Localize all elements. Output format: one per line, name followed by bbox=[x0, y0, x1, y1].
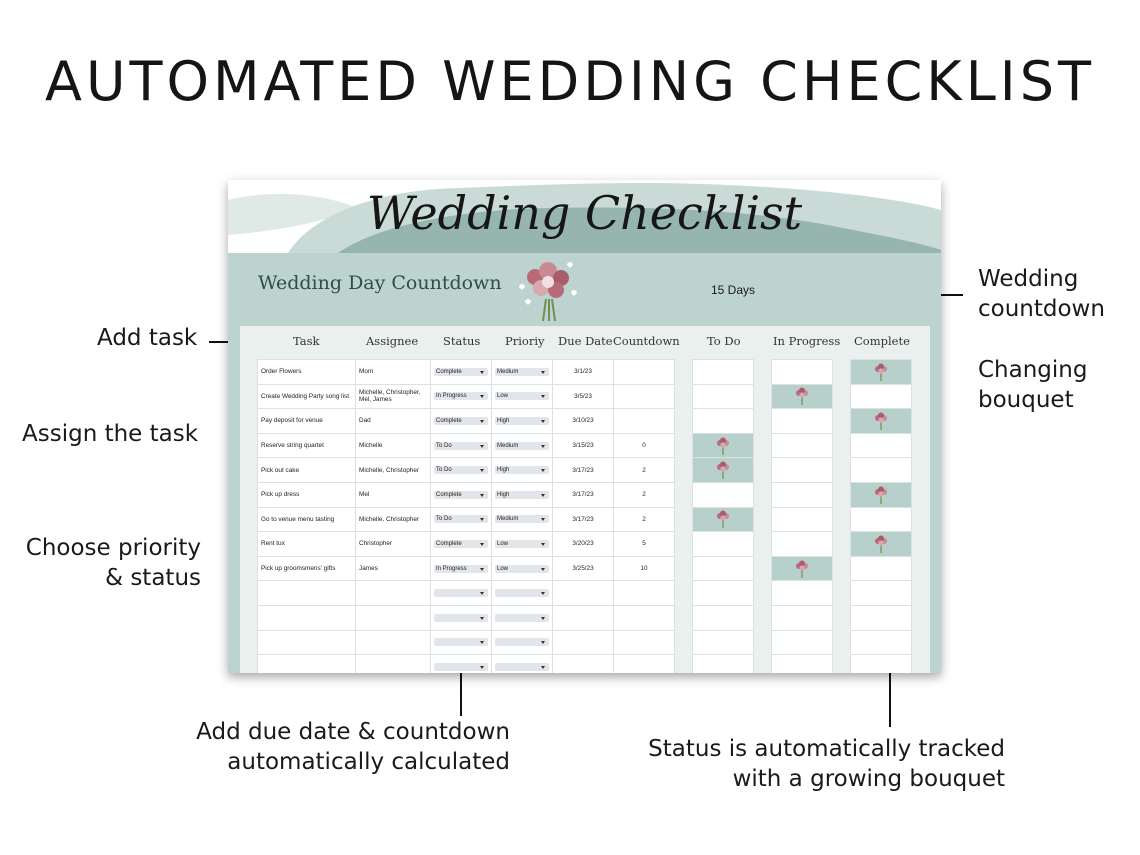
task-cell[interactable]: Pay deposit for venue bbox=[258, 409, 356, 434]
status-cell-marker bbox=[693, 556, 754, 581]
assignee-cell[interactable]: Mel bbox=[356, 482, 431, 507]
table-row bbox=[258, 581, 675, 606]
priority-dropdown[interactable]: High bbox=[495, 491, 549, 499]
task-cell[interactable] bbox=[258, 630, 356, 655]
status-dropdown[interactable] bbox=[434, 614, 488, 622]
due-date-cell[interactable]: 3/15/23 bbox=[553, 433, 614, 458]
header-complete: Complete bbox=[854, 334, 910, 348]
status-cell-marker bbox=[851, 630, 912, 655]
status-cell-marker bbox=[772, 482, 833, 507]
priority-cell[interactable] bbox=[492, 556, 553, 581]
status-cell[interactable] bbox=[431, 384, 492, 409]
task-cell[interactable]: Pick up groomsmens' gifts bbox=[258, 556, 356, 581]
banner bbox=[228, 180, 941, 253]
header-in-progress: In Progress bbox=[773, 334, 841, 348]
status-row bbox=[772, 655, 833, 673]
status-cell-marker bbox=[772, 630, 833, 655]
assignee-cell[interactable] bbox=[356, 655, 431, 673]
status-row bbox=[693, 507, 754, 532]
status-cell[interactable] bbox=[431, 458, 492, 483]
page-title: AUTOMATED WEDDING CHECKLIST bbox=[45, 50, 1095, 113]
status-row bbox=[693, 581, 754, 606]
status-row bbox=[693, 433, 754, 458]
status-row bbox=[693, 605, 754, 630]
task-cell[interactable]: Pick up dress bbox=[258, 482, 356, 507]
status-cell-marker bbox=[851, 384, 912, 409]
status-row bbox=[693, 556, 754, 581]
status-cell[interactable] bbox=[431, 507, 492, 532]
status-cell-marker bbox=[693, 384, 754, 409]
table-row bbox=[258, 556, 675, 581]
countdown-cell: 2 bbox=[614, 482, 675, 507]
countdown-cell bbox=[614, 409, 675, 434]
priority-dropdown[interactable]: High bbox=[495, 417, 549, 425]
table-row bbox=[258, 458, 675, 483]
task-cell[interactable] bbox=[258, 655, 356, 673]
annotation-line: bouquet bbox=[978, 387, 1074, 413]
countdown-cell bbox=[614, 581, 675, 606]
status-row bbox=[772, 532, 833, 557]
priority-cell[interactable] bbox=[492, 433, 553, 458]
header-status: Status bbox=[443, 334, 481, 348]
assignee-cell[interactable]: Michelle, Christopher bbox=[356, 507, 431, 532]
annotation-wedding-countdown bbox=[978, 264, 1105, 324]
status-cell[interactable] bbox=[431, 605, 492, 630]
status-row bbox=[772, 556, 833, 581]
countdown-cell bbox=[614, 360, 675, 385]
assignee-cell[interactable]: Michelle bbox=[356, 433, 431, 458]
status-row bbox=[851, 384, 912, 409]
status-cell-marker bbox=[851, 532, 912, 557]
status-cell-marker bbox=[851, 655, 912, 673]
table-row bbox=[258, 532, 675, 557]
status-row bbox=[693, 630, 754, 655]
spreadsheet-preview bbox=[228, 180, 941, 673]
status-row bbox=[851, 630, 912, 655]
due-date-cell[interactable]: 3/1/23 bbox=[553, 360, 614, 385]
status-cell-marker bbox=[851, 605, 912, 630]
status-row bbox=[693, 482, 754, 507]
due-date-cell[interactable] bbox=[553, 581, 614, 606]
header-todo: To Do bbox=[707, 334, 741, 348]
status-cell[interactable] bbox=[431, 630, 492, 655]
priority-dropdown[interactable] bbox=[495, 638, 549, 646]
status-cell[interactable] bbox=[431, 360, 492, 385]
status-cell-marker bbox=[693, 360, 754, 385]
status-row bbox=[772, 507, 833, 532]
status-cell-marker bbox=[772, 605, 833, 630]
task-cell[interactable]: Go to venue menu tasting bbox=[258, 507, 356, 532]
countdown-cell bbox=[614, 655, 675, 673]
status-cell-marker bbox=[693, 433, 754, 458]
annotation-line: Changing bbox=[978, 357, 1088, 383]
annotation-changing-bouquet bbox=[978, 355, 1087, 415]
status-row bbox=[851, 458, 912, 483]
task-cell[interactable]: Reserve string quartet bbox=[258, 433, 356, 458]
countdown-cell: 10 bbox=[614, 556, 675, 581]
status-row bbox=[851, 605, 912, 630]
priority-cell[interactable] bbox=[492, 532, 553, 557]
assignee-cell[interactable] bbox=[356, 630, 431, 655]
status-dropdown[interactable]: To Do bbox=[434, 442, 488, 450]
status-cell-marker bbox=[851, 581, 912, 606]
assignee-cell[interactable] bbox=[356, 605, 431, 630]
status-row bbox=[772, 630, 833, 655]
status-row bbox=[772, 384, 833, 409]
status-row bbox=[851, 482, 912, 507]
status-row bbox=[693, 532, 754, 557]
assignee-cell[interactable]: James bbox=[356, 556, 431, 581]
task-cell[interactable]: Rent tux bbox=[258, 532, 356, 557]
countdown-label: Wedding Day Countdown bbox=[258, 272, 502, 294]
countdown-cell: 2 bbox=[614, 507, 675, 532]
countdown-cell: 5 bbox=[614, 532, 675, 557]
annotation-choose-priority bbox=[10, 533, 201, 593]
status-cell[interactable] bbox=[431, 532, 492, 557]
annotation-line: Wedding bbox=[978, 266, 1079, 292]
priority-cell[interactable] bbox=[492, 360, 553, 385]
annotation-line: Choose priority bbox=[25, 535, 201, 561]
status-cell[interactable] bbox=[431, 581, 492, 606]
task-cell[interactable] bbox=[258, 581, 356, 606]
due-date-cell[interactable]: 3/17/23 bbox=[553, 458, 614, 483]
rose-icon bbox=[794, 387, 810, 405]
status-dropdown[interactable] bbox=[434, 663, 488, 671]
status-dropdown[interactable]: In Progress bbox=[434, 565, 488, 573]
in-progress-bouquet-column bbox=[771, 359, 833, 673]
banner-title: Wedding Checklist bbox=[366, 186, 803, 240]
status-cell-marker bbox=[772, 384, 833, 409]
header-countdown: Countdown bbox=[613, 334, 680, 348]
assignee-cell[interactable]: Michelle, Christopher bbox=[356, 458, 431, 483]
rose-icon bbox=[873, 412, 889, 430]
priority-dropdown[interactable]: High bbox=[495, 466, 549, 474]
rose-icon bbox=[794, 560, 810, 578]
rose-icon bbox=[873, 363, 889, 381]
status-cell-marker bbox=[772, 409, 833, 434]
annotation-add-task: Add task bbox=[97, 325, 198, 351]
status-cell-marker bbox=[851, 482, 912, 507]
priority-dropdown[interactable]: Low bbox=[495, 392, 549, 400]
status-row bbox=[851, 581, 912, 606]
due-date-cell[interactable] bbox=[553, 630, 614, 655]
assignee-cell[interactable]: Mom bbox=[356, 360, 431, 385]
status-cell-marker bbox=[851, 507, 912, 532]
rose-icon bbox=[715, 437, 731, 455]
status-cell-marker bbox=[772, 458, 833, 483]
countdown-cell bbox=[614, 384, 675, 409]
status-dropdown[interactable]: Complete bbox=[434, 417, 488, 425]
due-date-cell[interactable] bbox=[553, 605, 614, 630]
priority-cell[interactable] bbox=[492, 581, 553, 606]
status-dropdown[interactable]: Complete bbox=[434, 491, 488, 499]
status-cell-marker bbox=[851, 458, 912, 483]
status-cell-marker bbox=[772, 655, 833, 673]
status-cell-marker bbox=[851, 360, 912, 385]
status-row bbox=[693, 655, 754, 673]
annotation-line: & status bbox=[105, 565, 201, 591]
status-dropdown[interactable]: To Do bbox=[434, 466, 488, 474]
countdown-cell bbox=[614, 630, 675, 655]
priority-cell[interactable] bbox=[492, 458, 553, 483]
status-cell-marker bbox=[851, 433, 912, 458]
status-row bbox=[851, 556, 912, 581]
status-cell-marker bbox=[772, 433, 833, 458]
status-dropdown[interactable]: To Do bbox=[434, 515, 488, 523]
priority-dropdown[interactable]: Medium bbox=[495, 442, 549, 450]
status-cell[interactable] bbox=[431, 482, 492, 507]
header-task: Task bbox=[293, 334, 320, 348]
assignee-cell[interactable]: Michelle, Christopher, Mel, James bbox=[356, 384, 431, 409]
priority-cell[interactable] bbox=[492, 605, 553, 630]
status-dropdown[interactable]: Complete bbox=[434, 540, 488, 548]
table-row bbox=[258, 409, 675, 434]
table-row bbox=[258, 630, 675, 655]
status-cell-marker bbox=[693, 655, 754, 673]
due-date-cell[interactable]: 3/25/23 bbox=[553, 556, 614, 581]
assignee-cell[interactable]: Christopher bbox=[356, 532, 431, 557]
status-cell-marker bbox=[772, 556, 833, 581]
status-cell-marker bbox=[772, 360, 833, 385]
status-dropdown[interactable] bbox=[434, 589, 488, 597]
status-dropdown[interactable] bbox=[434, 638, 488, 646]
table-row bbox=[258, 655, 675, 673]
status-row bbox=[772, 482, 833, 507]
status-row bbox=[693, 360, 754, 385]
priority-cell[interactable] bbox=[492, 384, 553, 409]
task-cell[interactable]: Pick out cake bbox=[258, 458, 356, 483]
status-cell-marker bbox=[693, 458, 754, 483]
priority-cell[interactable] bbox=[492, 507, 553, 532]
due-date-cell[interactable]: 3/20/23 bbox=[553, 532, 614, 557]
status-row bbox=[851, 409, 912, 434]
annotation-line: countdown bbox=[978, 296, 1105, 322]
rose-icon bbox=[715, 461, 731, 479]
todo-bouquet-column bbox=[692, 359, 754, 673]
priority-dropdown[interactable] bbox=[495, 589, 549, 597]
status-dropdown[interactable]: In Progress bbox=[434, 392, 488, 400]
status-cell-marker bbox=[693, 507, 754, 532]
status-row bbox=[772, 581, 833, 606]
status-row bbox=[772, 360, 833, 385]
countdown-cell: 0 bbox=[614, 433, 675, 458]
table-row bbox=[258, 507, 675, 532]
status-row bbox=[851, 507, 912, 532]
table-row bbox=[258, 482, 675, 507]
header-priority: Prioriy bbox=[505, 334, 545, 348]
checklist-panel bbox=[240, 326, 930, 673]
status-row bbox=[772, 409, 833, 434]
due-date-cell[interactable]: 3/5/23 bbox=[553, 384, 614, 409]
status-cell[interactable] bbox=[431, 556, 492, 581]
status-cell-marker bbox=[851, 409, 912, 434]
priority-dropdown[interactable]: Medium bbox=[495, 368, 549, 376]
priority-cell[interactable] bbox=[492, 482, 553, 507]
header-assignee: Assignee bbox=[366, 334, 419, 348]
status-row bbox=[772, 605, 833, 630]
rose-icon bbox=[873, 486, 889, 504]
annotation-line: automatically calculated bbox=[227, 749, 510, 775]
table-row bbox=[258, 433, 675, 458]
assignee-cell[interactable] bbox=[356, 581, 431, 606]
status-cell-marker bbox=[693, 482, 754, 507]
status-cell-marker bbox=[693, 605, 754, 630]
status-row bbox=[851, 360, 912, 385]
status-cell-marker bbox=[693, 532, 754, 557]
due-date-cell[interactable] bbox=[553, 655, 614, 673]
priority-cell[interactable] bbox=[492, 655, 553, 673]
priority-cell[interactable] bbox=[492, 409, 553, 434]
countdown-value: 15 Days bbox=[711, 283, 756, 297]
status-dropdown[interactable]: Complete bbox=[434, 368, 488, 376]
status-cell[interactable] bbox=[431, 409, 492, 434]
table-row bbox=[258, 360, 675, 385]
status-cell-marker bbox=[772, 507, 833, 532]
countdown-cell bbox=[614, 605, 675, 630]
priority-dropdown[interactable]: Low bbox=[495, 540, 549, 548]
priority-dropdown[interactable] bbox=[495, 614, 549, 622]
annotation-line: Status is automatically tracked bbox=[648, 736, 1005, 762]
status-cell-marker bbox=[851, 556, 912, 581]
status-row bbox=[693, 458, 754, 483]
status-cell[interactable] bbox=[431, 433, 492, 458]
task-cell[interactable]: Create Wedding Party song list bbox=[258, 384, 356, 409]
assignee-cell[interactable]: Dad bbox=[356, 409, 431, 434]
due-date-cell[interactable]: 3/17/23 bbox=[553, 482, 614, 507]
status-cell-marker bbox=[772, 532, 833, 557]
annotation-status-tracked bbox=[600, 734, 1005, 794]
priority-dropdown[interactable] bbox=[495, 663, 549, 671]
status-row bbox=[772, 458, 833, 483]
task-table bbox=[257, 359, 675, 673]
status-cell-marker bbox=[772, 581, 833, 606]
task-cell[interactable] bbox=[258, 605, 356, 630]
status-cell[interactable] bbox=[431, 655, 492, 673]
annotation-due-date bbox=[150, 717, 510, 777]
annotation-line: with a growing bouquet bbox=[732, 766, 1005, 792]
priority-cell[interactable] bbox=[492, 630, 553, 655]
status-row bbox=[693, 384, 754, 409]
table-row bbox=[258, 605, 675, 630]
priority-dropdown[interactable]: Low bbox=[495, 565, 549, 573]
task-cell[interactable]: Order Flowers bbox=[258, 360, 356, 385]
status-row bbox=[851, 433, 912, 458]
annotation-assign-task: Assign the task bbox=[22, 421, 199, 447]
status-row bbox=[772, 433, 833, 458]
rose-icon bbox=[873, 535, 889, 553]
status-row bbox=[851, 655, 912, 673]
header-due-date: Due Date bbox=[558, 334, 613, 348]
status-cell-marker bbox=[693, 581, 754, 606]
status-row bbox=[851, 532, 912, 557]
annotation-line: Add due date & countdown bbox=[196, 719, 510, 745]
status-row bbox=[693, 409, 754, 434]
status-cell-marker bbox=[693, 630, 754, 655]
table-row bbox=[258, 384, 675, 409]
status-cell-marker bbox=[693, 409, 754, 434]
due-date-cell[interactable]: 3/17/23 bbox=[553, 507, 614, 532]
priority-dropdown[interactable]: Medium bbox=[495, 515, 549, 523]
complete-bouquet-column bbox=[850, 359, 912, 673]
rose-icon bbox=[715, 510, 731, 528]
bouquet-icon bbox=[513, 255, 583, 323]
countdown-cell: 2 bbox=[614, 458, 675, 483]
due-date-cell[interactable]: 3/10/23 bbox=[553, 409, 614, 434]
